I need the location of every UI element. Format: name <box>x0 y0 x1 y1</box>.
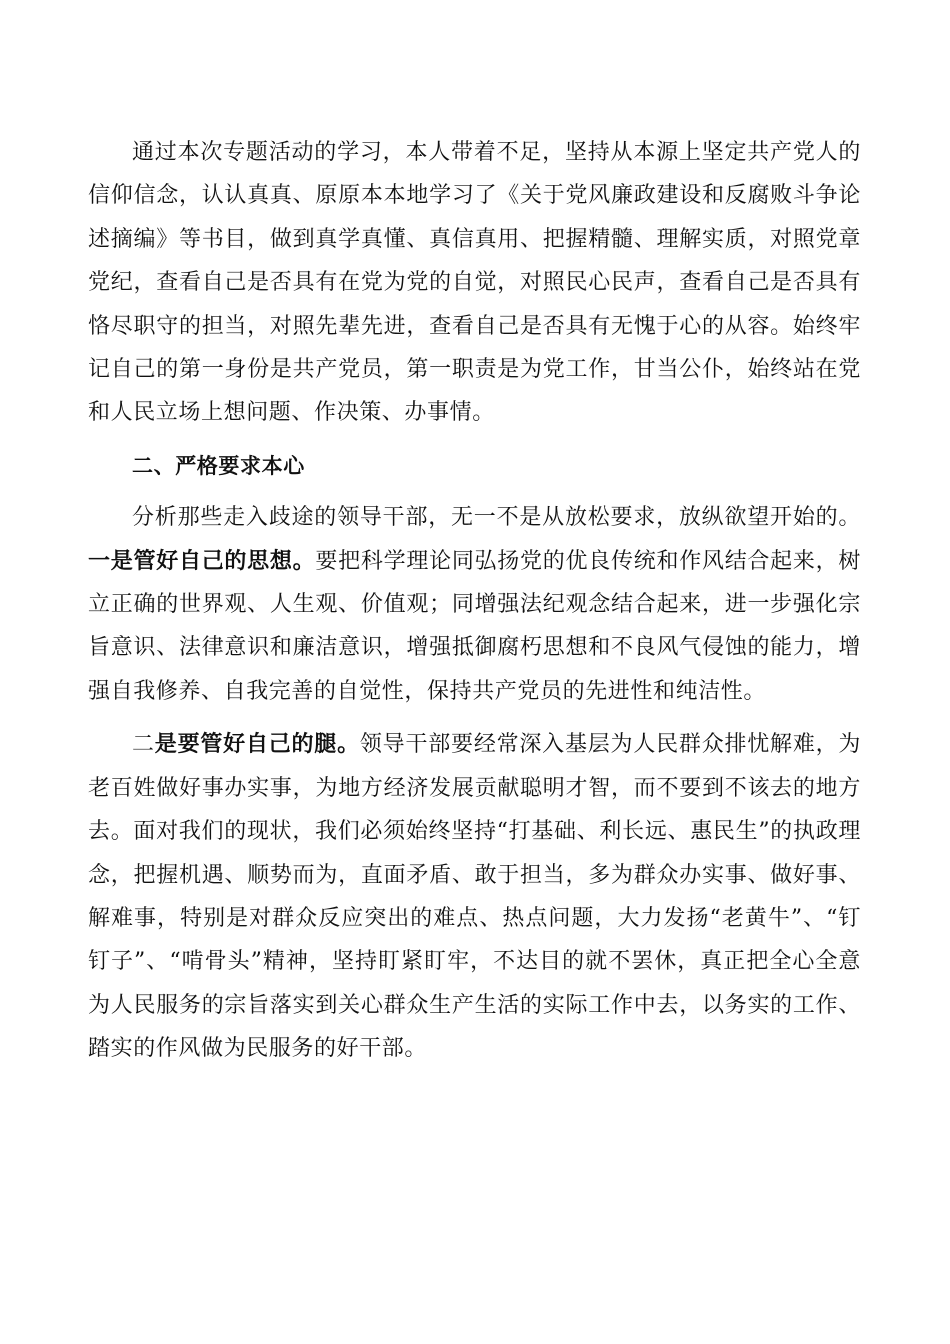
paragraph-strict-requirements <box>88 496 861 713</box>
point-two-text: 领导干部要经常深入基层为人民群众排忧解难，为老百姓做好事办实事，为地方经济发展贡献聪明才智，而不要到不该去的地方去。面对我们的现状，我们必须始终坚持“打基础、利长远、惠民生”的执政理念，把握机遇、顺势而为，直面矛盾、敢于担当，多为群众办实事、做好事、解难事，特别是对群众反应突出的难点、热点问题，大力发扬“老黄牛”、“钉钉子”、“啃骨头”精神，坚持盯紧盯牢，不达目的就不罢休，真正把全心全意为人民服务的宗旨落实到关心群众生产生活的实际工作中去，以务实的工作、踏实的作风做为民服务的好干部。 <box>88 732 862 1062</box>
document-page <box>88 131 861 1071</box>
section-heading: 二、严格要求本心 <box>132 452 305 478</box>
point-two-prefix: 二 <box>132 732 155 758</box>
point-one-title: 一是管好自己的思想。 <box>88 547 316 574</box>
paragraph-point-two <box>88 723 861 1070</box>
paragraph-study: 通过本次专题活动的学习，本人带着不足，坚持从本源上坚定共产党人的信仰信念，认认真真、原原本本地学习了《关于党风廉政建设和反腐败斗争论述摘编》等书目，做到真学真懂、真信真用、把握精髓、理解实质，对照党章党纪，查看自己是否具有在党为党的自觉，对照民心民声，查看自己是否具有恪尽职守的担当，对照先辈先进，查看自己是否具有无愧于心的从容。始终牢记自己的第一身份是共产党员，第一职责是为党工作，甘当公仆，始终站在党和人民立场上想问题、作决策、办事情。 <box>88 140 861 426</box>
point-one-text: 要把科学理论同弘扬党的优良传统和作风结合起来，树立正确的世界观、人生观、价值观；同增强法纪观念结合起来，进一步强化宗旨意识、法律意识和廉洁意识，增强抵御腐朽思想和不良风气侵蚀的能力，增强自我修养、自我完善的自觉性，保持共产党员的先进性和纯洁性。 <box>88 548 861 704</box>
paragraph-intro-text: 分析那些走入歧途的领导干部，无一不是从放松要求，放纵欲望开始的。 <box>132 505 861 531</box>
point-two-title: 是要管好自己的腿。 <box>154 731 360 758</box>
